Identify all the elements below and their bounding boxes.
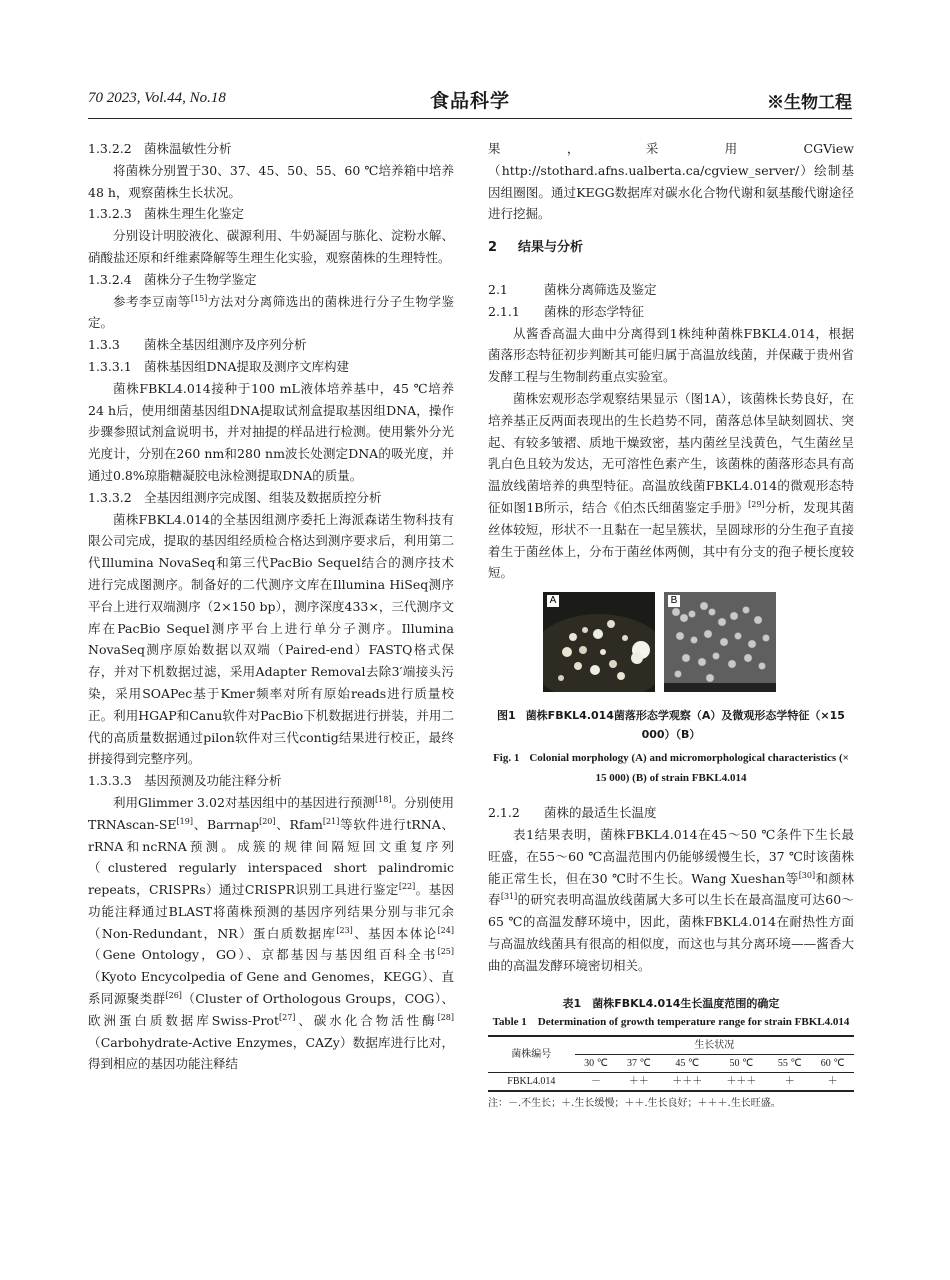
figure-1 (488, 592, 854, 694)
table-group-header: 生长状况 (575, 1036, 854, 1055)
page-info: 70 2023, Vol.44, No.18 (88, 90, 226, 106)
journal-title: 食品科学 (429, 90, 510, 112)
figure-caption-en: Fig. 1 Colonial morphology (A) and micromorphological characteristics (× 15 000) (B) of strain FBKL4.014 (493, 752, 849, 785)
paragraph: 分别设计明胶液化、碳源利用、牛奶凝固与胨化、淀粉水解、硝酸盐还原和纤维素降解等生理生化实验，观察菌株的生理特性。 (88, 228, 454, 265)
table-column-header: 37 ℃ (617, 1054, 660, 1072)
paragraph: 从酱香高温大曲中分离得到1株纯种菌株FBKL4.014，根据菌落形态特征初步判断其可能归属于高温放线菌，并保藏于贵州省发酵工程与生物制药重点实验室。 (488, 325, 854, 385)
paragraph: 表1结果表明，菌株FBKL4.014在45～50 ℃条件下生长最旺盛，在55～60 ℃高温范围内仍能够缓慢生长，37 ℃时该菌株能正常生长，但在30 ℃时不生长。Wang Xueshan等[30]和颜林春[31]的研究表明高温放线菌属大多可以生长在最高温度可达60～65 ℃的高温发酵环境中，因此，菌株FBKL4.014在耐热性方面与高温放线菌具有很高的相似度，而这也与其分离环境——酱香大曲的高温发酵环境密切相关。 (488, 826, 854, 973)
table-title-en: Table 1 Determination of growth temperature range for strain FBKL4.014 (492, 1015, 850, 1028)
table-row-header: 菌株编号 (488, 1036, 575, 1073)
paragraph: 菌株宏观形态学观察结果显示（图1A），该菌株长势良好，在培养基正反两面表现出的生长趋势不同，菌落总体呈缺刻圆状、突起、有较多皱褶、质地干燥致密，基内菌丝呈浅黄色，气生菌丝呈乳白色且较为发达，无可溶性色素产生，该菌株的菌落形态具有高温放线菌培养的典型特征。高温放线菌FBKL4.014的微观形态特征如图1B所示，结合《伯杰氏细菌鉴定手册》[29]分析，发现其菌丝体较短，形状不一且黏在一起呈簇状，呈圆球形的分生孢子直接着生于菌丝体上，分布于菌丝体两侧，其中有分支的孢子梗长度较短。 (488, 390, 854, 581)
heading-1-3-3-1: 1.3.3.1 菌株基因组DNA提取及测序文库构建 (88, 358, 349, 374)
sem-micrograph (664, 592, 776, 692)
table-column-header: 30 ℃ (575, 1054, 618, 1072)
table-column-header: 50 ℃ (714, 1054, 768, 1072)
table-title-cn: 表1 菌株FBKL4.014生长温度范围的确定 (562, 996, 780, 1010)
section-label: ※生物工程 (767, 93, 852, 113)
table-column-header: 60 ℃ (811, 1054, 854, 1072)
heading-1-3-2-2: 1.3.2.2 菌株温敏性分析 (88, 141, 232, 156)
left-column (88, 138, 454, 1075)
table-row (488, 1072, 854, 1091)
heading-1-3-3-2: 1.3.3.2 全基因组测序完成图、组装及数据质控分析 (88, 489, 382, 505)
right-column (488, 138, 854, 1112)
header-rule (88, 118, 852, 119)
paragraph: 将菌株分别置于30、37、45、50、55、60 ℃培养箱中培养48 h，观察菌株生长状况。 (88, 162, 454, 200)
heading-1-3-2-3: 1.3.2.3 菌株生理生化鉴定 (88, 206, 245, 222)
figure-caption-cn: 图1 菌株FBKL4.014菌落形态学观察（A）及微观形态学特征（×15 000）（B） (497, 709, 845, 742)
table-cell: ＋ (768, 1072, 811, 1091)
paragraph: 利用Glimmer 3.02对基因组中的基因进行预测[18]。分别使用TRNAscan-SE[19]、Barrnap[20]、Rfam[21]等软件进行tRNA、rRNA和ncRNA预测。成簇的规律间隔短回文重复序列（clustered regularly interspaced short palindromic repeats，CRISPRs）通过CRISPR识别工具进行鉴定[22]。基因功能注释通过BLAST将菌株预测的基因序列结果分别与非冗余（Non-Redundant，NR）蛋白质数据库[23]、基因本体论[24]（Gene Ontology，GO）、京都基因与基因组百科全书[25]（Kyoto Encycolpedia of Gene and Genomes，KEGG）、直系同源聚类群[26]（Cluster of Orthologous Groups，COG）、欧洲蛋白质数据库Swiss-Prot[27]、碳水化合物活性酶[28]（Carbohydrate-Active Enzymes，CAZy）数据库进行比对，得到相应的基因功能注释结 (88, 794, 455, 1072)
table-cell: ＋＋＋ (660, 1072, 714, 1091)
panel-label-a: A (547, 595, 559, 607)
table-cell: FBKL4.014 (488, 1072, 575, 1091)
heading-2-1-2: 2.1.2 菌株的最适生长温度 (488, 805, 657, 821)
table-cell: ＋ (811, 1072, 854, 1091)
heading-2: 2 结果与分析 (488, 240, 584, 256)
heading-1-3-2-4: 1.3.2.4 菌株分子生物学鉴定 (88, 271, 257, 287)
paragraph: 菌株FBKL4.014接种于100 mL液体培养基中，45 ℃培养24 h后，使用细菌基因组DNA提取试剂盒提取基因组DNA，操作步骤参照试剂盒说明书，并对抽提的样品进行检测。使用紫外分光光度计，分别在260 nm和280 nm波长处测定DNA的吸光度，并通过0.8%琼脂糖凝胶电泳检测提取DNA的质量。 (88, 380, 454, 483)
paragraph: 果，采用CGView（http://stothard.afns.ualberta.ca/cgview_server/）绘制基因组圈图。通过KEGG数据库对碳水化合物代谢和氨基酸代谢途径进行挖掘。 (488, 141, 854, 222)
table-cell: － (575, 1072, 618, 1091)
table-column-header: 55 ℃ (768, 1054, 811, 1072)
table-column-header: 45 ℃ (660, 1054, 714, 1072)
paragraph: 参考李豆南等[15]方法对分离筛选出的菌株进行分子生物学鉴定。 (88, 293, 454, 331)
heading-1-3-3-3: 1.3.3.3 基因预测及功能注释分析 (88, 773, 282, 789)
heading-1-3-3: 1.3.3 菌株全基因组测序及序列分析 (88, 337, 307, 353)
table-cell: ＋＋ (617, 1072, 660, 1091)
heading-2-1-1: 2.1.1 菌株的形态学特征 (488, 303, 645, 319)
heading-2-1: 2.1 菌株分离筛选及鉴定 (488, 281, 657, 297)
panel-label-b: B (668, 595, 680, 607)
page-header (88, 86, 852, 116)
colony-photo (543, 592, 655, 692)
table-note: 注：－.不生长；＋.生长缓慢；＋＋.生长良好；＋＋＋.生长旺盛。 (488, 1097, 781, 1109)
paragraph: 菌株FBKL4.014的全基因组测序委托上海派森诺生物科技有限公司完成，提取的基因组经质检合格达到测序要求后，利用第二代Illumina NovaSeq和第三代PacBio Sequel结合的测序技术进行完成图测序。制备好的二代测序文库在Illumina HiSeq测序平台上进行双端测序（2×150 bp），测序深度433×，三代测序文库在PacBio Sequel测序平台上进行单分子测序。Illumina NovaSeq测序原始数据以双端（Paired-end）FASTQ格式保存，并对下机数据过滤，采用Adapter Removal去除3′端接头污染，采用SOAPec基于Kmer频率对所有原始reads进行质量校正。利用HGAP和Canu软件对PacBio下机数据进行拼装，并用二代的高质量数据通过pilon软件对三代contig结果进行校正，最终拼接得到完整序列。 (88, 511, 454, 767)
growth-temperature-table (488, 1035, 854, 1092)
table-cell: ＋＋＋ (714, 1072, 768, 1091)
